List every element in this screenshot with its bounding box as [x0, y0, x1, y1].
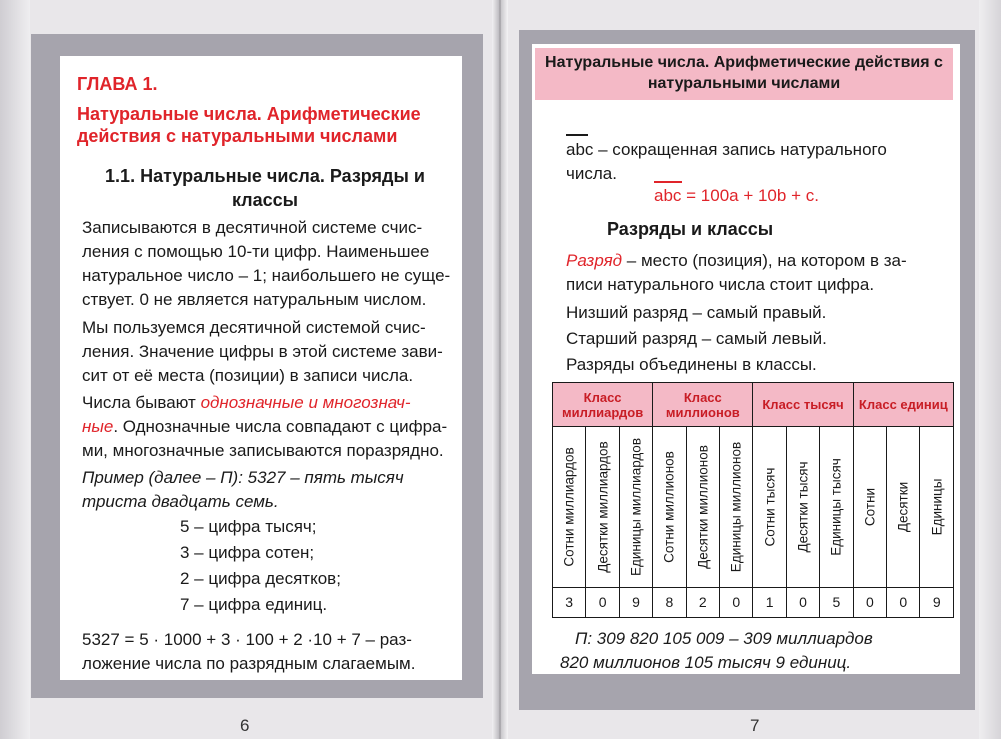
example-line: триста двадцать семь. — [82, 492, 279, 511]
digit-cell: 5 — [820, 587, 853, 617]
rank-label: Десятки миллиардов — [595, 441, 611, 573]
rank-label: Единицы — [929, 478, 945, 536]
digit-cell: 2 — [686, 587, 719, 617]
rank-cell — [586, 427, 619, 588]
rank-cell — [753, 427, 786, 588]
class-header: Класс единиц — [853, 383, 953, 427]
digit-cell: 3 — [553, 587, 586, 617]
rank-cell — [887, 427, 920, 588]
example-line: Пример (далее – П): 5327 – пять тысяч — [82, 468, 404, 487]
rank-definition-line: писи натурального числа стоит цифра. — [566, 275, 875, 294]
text-line: Записываются в десятичной системе счис- — [82, 218, 423, 237]
text-line: сит от её места (позиции) в записи числа. — [82, 366, 414, 385]
text-line: ления с помощью 10-ти цифр. Наименьшее — [82, 242, 430, 261]
text-line: Мы пользуемся десятичной системой счис- — [82, 318, 426, 337]
list-item: 5 – цифра тысяч; — [180, 517, 317, 536]
text-line: натуральное число – 1; наибольшего не суще- — [82, 266, 451, 285]
digit-row — [553, 587, 954, 617]
formula-overline — [654, 181, 682, 183]
digit-cell: 0 — [887, 587, 920, 617]
text-line: ми, многозначные записываются поразрядно. — [82, 441, 444, 460]
fact-line: Разряды объединены в классы. — [566, 355, 817, 374]
rank-label: Сотни миллиардов — [561, 447, 577, 567]
text-fragment: . Однозначные числа совпадают с цифра- — [113, 417, 448, 436]
fact-line: Старший разряд – самый левый. — [566, 329, 827, 348]
list-item: 3 – цифра сотен; — [180, 543, 315, 562]
rank-cell — [653, 427, 686, 588]
rank-definition-line — [566, 249, 907, 272]
text-line: ствует. 0 не является натуральным числом. — [82, 290, 427, 309]
text-line: ления. Значение цифры в этой системе зави- — [82, 342, 443, 361]
list-item: 2 – цифра десятков; — [180, 569, 341, 588]
rank-cell — [853, 427, 886, 588]
fact-line: Низший разряд – самый правый. — [566, 303, 827, 322]
highlight-term: ные — [82, 417, 114, 436]
digit-cell: 9 — [920, 587, 954, 617]
digit-cell: 1 — [753, 587, 786, 617]
text-line — [82, 415, 447, 438]
text-line: ложение числа по разрядным слагаемым. — [82, 654, 416, 673]
digit-cell: 0 — [586, 587, 619, 617]
text-fragment: Числа бывают — [82, 393, 201, 412]
page-number-right: 7 — [750, 716, 760, 735]
abc-definition-line: числа. — [566, 164, 617, 183]
book-edge-left — [0, 0, 30, 739]
digit-cell: 0 — [786, 587, 819, 617]
highlight-term: однозначные и многознач- — [200, 393, 411, 412]
rank-label: Десятки миллионов — [695, 445, 711, 569]
highlight-term: Разряд — [566, 251, 623, 270]
abc-overline — [566, 134, 588, 136]
rank-label: Единицы тысяч — [828, 458, 844, 556]
rank-cell — [720, 427, 753, 588]
text-line — [82, 391, 411, 414]
rank-label: Единицы миллиардов — [628, 438, 644, 577]
rank-label: Сотни тысяч — [762, 467, 778, 547]
rank-cell — [920, 427, 954, 588]
rank-cell — [619, 427, 652, 588]
abc-definition-line: abc – сокращенная запись натурального — [566, 140, 887, 159]
rank-cell — [786, 427, 819, 588]
page-number-left: 6 — [240, 716, 250, 735]
formula: abc = 100a + 10b + c. — [654, 186, 819, 205]
rank-cell — [553, 427, 586, 588]
class-row — [553, 383, 954, 427]
subtitle: Разряды и классы — [607, 219, 774, 239]
ranks-table — [552, 382, 954, 618]
book-edge-right — [979, 0, 1001, 739]
rank-label: Единицы миллионов — [728, 441, 744, 573]
class-header: Класс миллионов — [653, 383, 753, 427]
rank-cell — [686, 427, 719, 588]
class-header: Класс тысяч — [753, 383, 853, 427]
section-title: 1.1. Натуральные числа. Разряды и классы — [105, 166, 425, 210]
example-line: П: 309 820 105 009 – 309 миллиардов — [575, 629, 873, 648]
rank-label: Десятки — [895, 481, 911, 533]
rank-label: Сотни миллионов — [661, 451, 677, 563]
digit-cell: 0 — [853, 587, 886, 617]
example-line: 820 миллионов 105 тысяч 9 единиц. — [560, 653, 852, 672]
chapter-label: ГЛАВА 1. — [77, 74, 158, 94]
digit-cell: 8 — [653, 587, 686, 617]
rank-cell — [820, 427, 853, 588]
page-banner: Натуральные числа. Арифметические действия с натуральными числами — [535, 48, 953, 100]
list-item: 7 – цифра единиц. — [180, 595, 328, 614]
book-gutter — [492, 0, 508, 739]
rank-label: Сотни — [862, 487, 878, 527]
text-line: 5327 = 5 · 1000 + 3 · 100 + 2 ·10 + 7 – раз- — [82, 630, 412, 649]
rank-label: Десятки тысяч — [795, 461, 811, 553]
chapter-title: Натуральные числа. Арифметические действия с натуральными числами — [77, 104, 421, 146]
class-header: Класс миллиардов — [553, 383, 653, 427]
digit-cell: 9 — [619, 587, 652, 617]
digit-cell: 0 — [720, 587, 753, 617]
text-fragment: – место (позиция), на котором в за- — [622, 251, 907, 270]
rank-row — [553, 427, 954, 588]
